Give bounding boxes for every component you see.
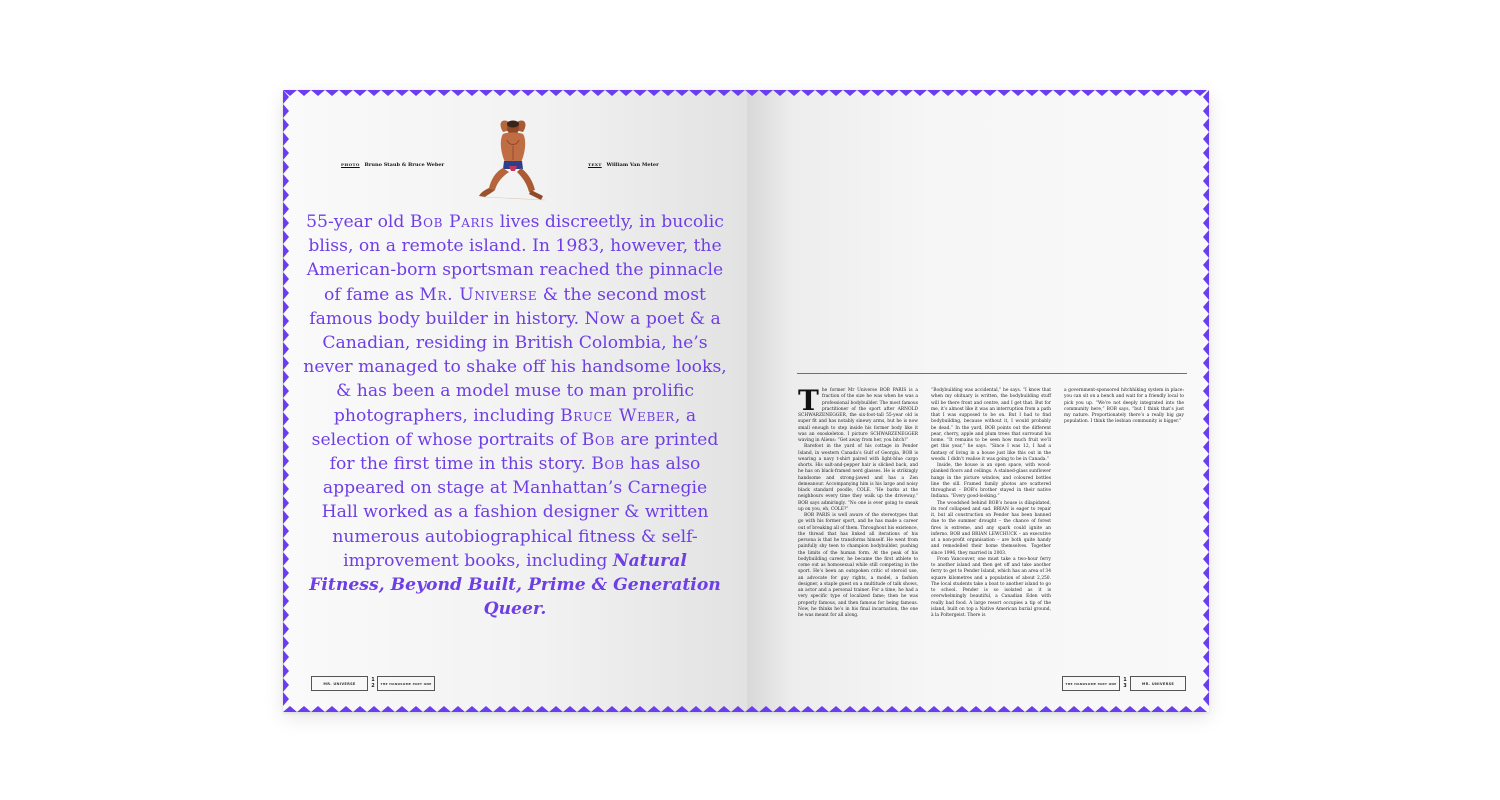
column-1-paragraph: Barefoot in the yard of his cottage in Pender Island, in western Canada’s Gulf of Georgia, BOB is wearing a navy t-shirt paired with light-blue cargo shorts. His salt-and-pepper hair is slicked back, and he has on black-framed nerd glasses. He is strikingly handsome and strong-jawed and has a Zen demeanour. Accompanying him is his large and noisy black standard poodle, COLE. “He barks at the neighbours every time they walk up the driveway,” BOB says admiringly. “No one is ever going to sneak up on you, eh, COLE?” (798, 444, 918, 512)
photo-credit-value: Bruno Staub & Bruce Weber (364, 162, 445, 168)
intro-text-4: , a selection of whose portraits of (311, 405, 697, 450)
footer-page-number-left (370, 677, 376, 689)
intro-text-2: lives discreetly, in bucolic bliss, on a remote island. In 1983, however, the American-born sportsman reached the pinnacle of fame as (306, 212, 724, 305)
article-column-1 (798, 384, 919, 619)
intro-text-6: has also appeared on stage at Manhattan’s Carnegie Hall worked as a fashion designer & written numerous autobiographical fitness & self-improvement books, including (321, 454, 709, 571)
column-divider-rule (797, 373, 1187, 374)
intro-title-mr-universe: Mr. Universe (419, 284, 538, 305)
intro-text-5: are printed for the first time in this story. (329, 429, 719, 475)
text-credit-label: TEXT (588, 162, 602, 167)
intro-name-bruce-weber: Bruce Weber (560, 405, 675, 426)
column-2-paragraph: Inside, the house is an open space, with wood-planked floors and ceilings. A stained-glass sunflower hangs in the picture window, and coloured bottles line the sill. Framed family photos are scattered throughout – BOB’s brother stayed in their native Indiana. “Every good-looking.” (931, 463, 1051, 500)
column-1-paragraph: he former Mr Universe BOB PARIS is a fraction of the size he was when he was a professional bodybuilder. The most famous practitioner of the sport after ARNOLD SCHWARZENEGGER, the six-foot-tall 55-year old is super fit and has notably sinewy arms, but he is now small enough to step inside his former body like it was an exoskeleton. I picture SCHWARZENEGGER waving in Aliens: “Get away from her, you bitch!” (798, 388, 918, 443)
footer-series-right: THE HANDSOME PART ONE (1062, 676, 1120, 691)
intro-text-1: 55-year old (306, 212, 405, 232)
magazine-spread (283, 90, 1209, 712)
right-page (747, 90, 1209, 712)
intro-name-bob-paris: Bob Paris (409, 212, 495, 232)
photo-credit-label: PHOTO (341, 162, 360, 167)
footer-page-number-left-b: 2 (371, 683, 375, 689)
text-credit (588, 162, 659, 168)
column-3-paragraph: a government-sponsored hitchhiking system in place: you can sit on a bench and wait for a friendly local to pick you up. “We’re not deeply integrated into the community here,” BOB says, “but I think that’s just my nature. Proportionately there’s a really big gay population. I think the lesbian community is bigger.” (1064, 388, 1184, 425)
left-page (283, 90, 747, 712)
intro-standfirst (303, 210, 727, 621)
column-2-paragraph: “Bodybuilding was accidental,” he says. “I know that when my obituary is written, the bodybuilding stuff will be there front and centre, and I get that. But for me, it’s almost like it was an interruption from a path that I was supposed to be on. But I had to find bodybuilding, because without it, I would probably be dead.” In the yard, BOB points out the different pear, cherry, apple and plum trees that surround his home. “It remains to be seen how much fruit we’ll get this year,” he says. “Since I was 12, I had a fantasy of living in a house just like this out in the woods. I didn’t realise it was going to be in Canada.” (931, 388, 1051, 462)
intro-name-bob-2: Bob (591, 454, 625, 475)
footer-series-left: THE HANDSOME PART ONE (377, 676, 435, 691)
footer-page-number-right-b: 3 (1123, 683, 1127, 689)
column-2-paragraph: The woodshed behind BOB’s house is dilapidated, its roof collapsed and sad. BRIAN is eager to repair it, but all construction on Pender has been banned due to the summer drought – the chance of forest fires is extreme, and any spark could ignite an inferno. BOB and BRIAN LEWCHUCK – an executive at a non-profit organisation – are both quite handy and remodelled their home themselves. Together since 1996, they married in 2003. (931, 500, 1051, 556)
text-credit-value: William Van Meter (606, 162, 659, 168)
footer-page-number-left-a: 1 (371, 677, 375, 683)
footer-section-right: MR. UNIVERSE (1130, 676, 1186, 691)
drop-cap: T (798, 384, 819, 417)
column-1-paragraph: BOB PARIS is well aware of the stereotypes that go with his former sport, and he has made a career out of breaking all of them. Throughout his existence, the thread that has linked all iterations of his persona is that he transforms himself. He went from painfully shy teen to champion bodybuilder, pushing the limits of the human form. At the peak of his bodybuilding career, he became the first athlete to come out as homosexual while still competing in the sport. He’s been an outspoken critic of steroid use, an advocate for gay rights, a model, a fashion designer, a staple guest on a multitude of talk shows, an actor and a personal trainer. For a time, he had a very specific type of localized fame; then he was properly famous, and then famous for being famous. Now, he thinks he’s in his final incarnation, the one he was meant for all along. (798, 513, 919, 618)
bodybuilder-photo (473, 116, 553, 204)
article-column-3 (1064, 388, 1184, 426)
intro-name-bob: Bob (581, 429, 615, 450)
intro-text-3: & the second most famous body builder in history. Now a poet & a Canadian, residing in British Colombia, he’s never managed to shake off his handsome looks, & has been a model muse to man prolific photographers, including (303, 284, 727, 426)
column-2-paragraph: From Vancouver, one must take a two-hour ferry to another island and then get off and take another ferry to get to Pender Island, which has an area of 34 square kilometres and a population of about 2,250. The local students take a boat to another island to go to school. Pender is so isolated as it is overwhelmingly beautiful, a Canadian Eden with really bad food. A large resort occupies a tip of the island, built on top a Native American burial ground, à la Poltergeist. There is (931, 556, 1051, 618)
article-column-2 (931, 388, 1051, 619)
intro-book-titles: Natural Fitness, Beyond Built, Prime & Generation Queer. (309, 550, 721, 620)
footer-page-number-right (1122, 677, 1128, 689)
footer-page-number-right-a: 1 (1123, 677, 1127, 683)
footer-section-left: MR. UNIVERSE (311, 676, 368, 691)
photo-credit (341, 162, 444, 168)
